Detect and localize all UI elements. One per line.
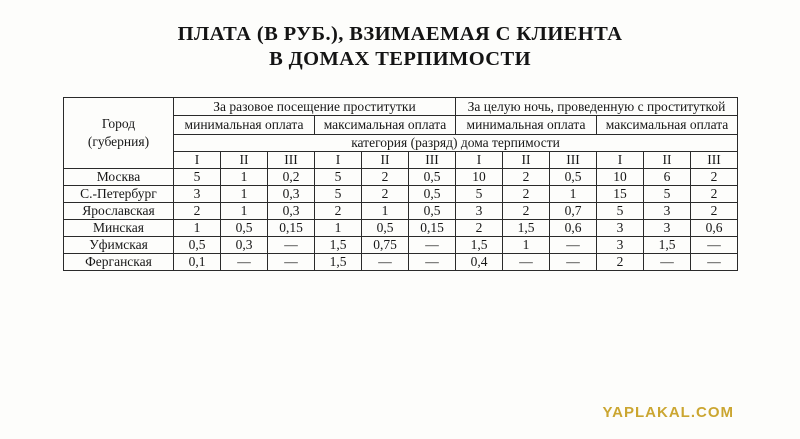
cell-value: 1 (174, 219, 221, 236)
table-row (64, 253, 738, 270)
row-city: Ярославская (64, 202, 174, 219)
cell-value: 2 (174, 202, 221, 219)
cell-value: — (550, 236, 597, 253)
cell-value: — (221, 253, 268, 270)
rank-header-8: II (503, 151, 550, 168)
cell-value: 1,5 (503, 219, 550, 236)
page-title-line2: В ДОМАХ ТЕРПИМОСТИ (269, 48, 531, 70)
payment-table-container (63, 97, 737, 271)
cell-value: 2 (597, 253, 644, 270)
rank-header-6: III (409, 151, 456, 168)
cell-value: 0,15 (409, 219, 456, 236)
cell-value: 1 (503, 236, 550, 253)
cell-value: — (409, 253, 456, 270)
cell-value: 1,5 (644, 236, 691, 253)
cell-value: 5 (315, 168, 362, 185)
sub-header-night-max: максимальная оплата (597, 116, 738, 135)
cell-value: 2 (362, 185, 409, 202)
group-header-visit: За разовое посещение проститутки (174, 98, 456, 116)
cell-value: 0,7 (550, 202, 597, 219)
sub-header-visit-max: максимальная оплата (315, 116, 456, 135)
cell-value: — (503, 253, 550, 270)
corner-header (64, 98, 174, 169)
cell-value: 0,75 (362, 236, 409, 253)
cell-value: 1 (550, 185, 597, 202)
cell-value: 2 (503, 185, 550, 202)
cell-value: 0,5 (409, 168, 456, 185)
cell-value: 3 (597, 236, 644, 253)
cell-value: 1,5 (315, 236, 362, 253)
rank-header-12: III (691, 151, 738, 168)
cell-value: 0,3 (221, 236, 268, 253)
cell-value: 0,2 (268, 168, 315, 185)
cell-value: 5 (315, 185, 362, 202)
cell-value: 0,3 (268, 202, 315, 219)
table-head (64, 98, 738, 169)
cell-value: 1 (362, 202, 409, 219)
page-title-line1: ПЛАТА (В РУБ.), ВЗИМАЕМАЯ С КЛИЕНТА (177, 23, 623, 45)
cell-value: 0,5 (221, 219, 268, 236)
table-row (64, 202, 738, 219)
cell-value: 0,5 (409, 185, 456, 202)
rank-header-7: I (456, 151, 503, 168)
cell-value: 1,5 (315, 253, 362, 270)
cell-value: — (362, 253, 409, 270)
table-row (64, 185, 738, 202)
row-city: С.-Петербург (64, 185, 174, 202)
page-title (0, 0, 800, 72)
rank-header-2: II (221, 151, 268, 168)
sub-header-night-min: минимальная оплата (456, 116, 597, 135)
rank-header-5: II (362, 151, 409, 168)
cell-value: 2 (691, 185, 738, 202)
cell-value: 1 (221, 185, 268, 202)
corner-header-line2: (губерния) (87, 133, 150, 149)
category-header: категория (разряд) дома терпимости (174, 134, 738, 151)
cell-value: 0,6 (550, 219, 597, 236)
table-body (64, 168, 738, 270)
cell-value: 2 (691, 168, 738, 185)
cell-value: — (691, 253, 738, 270)
cell-value: 1 (315, 219, 362, 236)
cell-value: — (691, 236, 738, 253)
row-city: Уфимская (64, 236, 174, 253)
rank-header-3: III (268, 151, 315, 168)
cell-value: 0,5 (362, 219, 409, 236)
cell-value: 2 (503, 168, 550, 185)
cell-value: 5 (597, 202, 644, 219)
group-header-night: За целую ночь, проведенную с проституткой (456, 98, 738, 116)
cell-value: 0,5 (409, 202, 456, 219)
table-header-groups (64, 98, 738, 116)
cell-value: — (550, 253, 597, 270)
cell-value: 6 (644, 168, 691, 185)
cell-value: 5 (644, 185, 691, 202)
rank-header-4: I (315, 151, 362, 168)
cell-value: 3 (644, 219, 691, 236)
cell-value: 0,6 (691, 219, 738, 236)
rank-header-9: III (550, 151, 597, 168)
cell-value: 3 (644, 202, 691, 219)
cell-value: 1 (221, 168, 268, 185)
cell-value: 10 (456, 168, 503, 185)
cell-value: 2 (315, 202, 362, 219)
cell-value: 2 (691, 202, 738, 219)
cell-value: — (409, 236, 456, 253)
cell-value: 1,5 (456, 236, 503, 253)
payment-table (63, 97, 738, 271)
sub-header-visit-min: минимальная оплата (174, 116, 315, 135)
cell-value: — (268, 236, 315, 253)
cell-value: 15 (597, 185, 644, 202)
cell-value: 0,5 (550, 168, 597, 185)
cell-value: 0,15 (268, 219, 315, 236)
cell-value: — (644, 253, 691, 270)
rank-header-1: I (174, 151, 221, 168)
table-row (64, 168, 738, 185)
cell-value: 0,5 (174, 236, 221, 253)
table-row (64, 236, 738, 253)
row-city: Ферганская (64, 253, 174, 270)
cell-value: 3 (174, 185, 221, 202)
cell-value: 1 (221, 202, 268, 219)
cell-value: 5 (174, 168, 221, 185)
cell-value: 0,3 (268, 185, 315, 202)
corner-header-line1: Город (101, 116, 136, 132)
cell-value: 2 (362, 168, 409, 185)
row-city: Москва (64, 168, 174, 185)
row-city: Минская (64, 219, 174, 236)
cell-value: 10 (597, 168, 644, 185)
rank-header-10: I (597, 151, 644, 168)
cell-value: 3 (597, 219, 644, 236)
cell-value: 2 (503, 202, 550, 219)
cell-value: 5 (456, 185, 503, 202)
cell-value: — (268, 253, 315, 270)
table-row (64, 219, 738, 236)
rank-header-11: II (644, 151, 691, 168)
cell-value: 0,4 (456, 253, 503, 270)
cell-value: 0,1 (174, 253, 221, 270)
cell-value: 3 (456, 202, 503, 219)
site-watermark: YAPLAKAL.COM (602, 404, 734, 421)
cell-value: 2 (456, 219, 503, 236)
